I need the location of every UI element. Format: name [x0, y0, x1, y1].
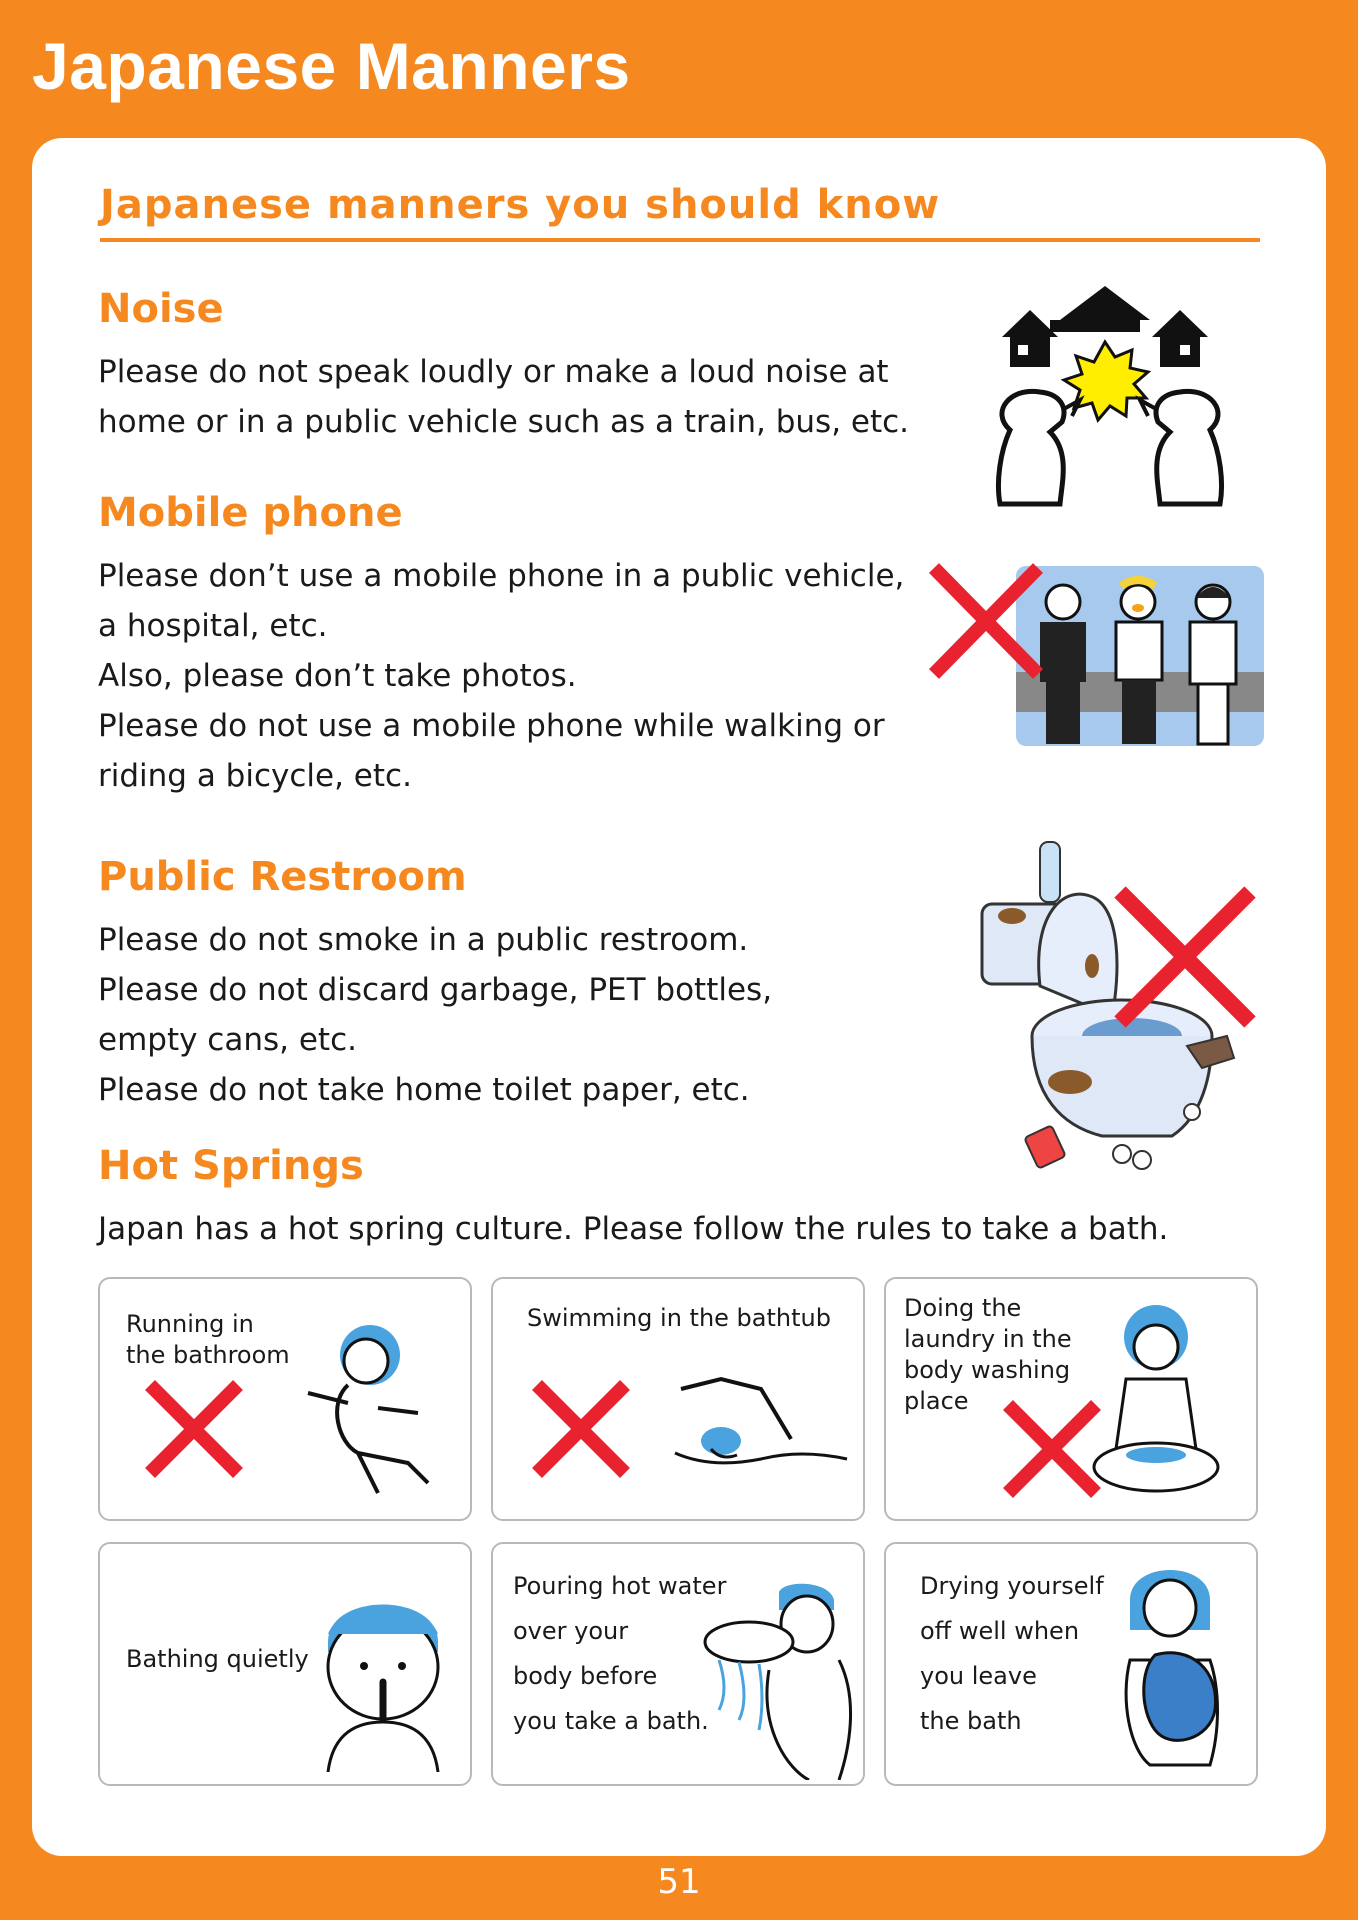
rule-label-line: Pouring hot water: [513, 1572, 727, 1600]
mobile-phone-text: [98, 551, 904, 801]
rule-label-line: off well when: [920, 1617, 1080, 1645]
running-person-icon: [288, 1313, 448, 1513]
rule-label: [126, 1309, 290, 1371]
rule-label-line: Doing the: [904, 1294, 1022, 1322]
rule-label-line: you take a bath.: [513, 1707, 709, 1735]
mobile-text-line: a hospital, etc.: [98, 608, 328, 644]
train-phone-illustration-icon: [928, 562, 1268, 762]
pouring-water-icon: [689, 1580, 859, 1780]
noise-text: [98, 347, 909, 447]
rule-label: [527, 1303, 831, 1334]
dirty-toilet-illustration-icon: [972, 836, 1262, 1176]
mobile-phone-title: Mobile phone: [98, 490, 403, 536]
noise-title: Noise: [98, 286, 224, 332]
rule-card-pouring-water: [491, 1542, 865, 1786]
hot-springs-text-line: Japan has a hot spring culture. Please follow the rules to take a bath.: [98, 1211, 1169, 1247]
public-restroom-text: [98, 915, 772, 1115]
mobile-text-line: Please do not use a mobile phone while walking or: [98, 708, 885, 744]
rule-label: [920, 1564, 1104, 1744]
rule-card-swimming: [491, 1277, 865, 1521]
restroom-text-line: empty cans, etc.: [98, 1022, 357, 1058]
mobile-text-line: riding a bicycle, etc.: [98, 758, 412, 794]
restroom-text-line: Please do not smoke in a public restroom.: [98, 922, 749, 958]
restroom-text-line: Please do not discard garbage, PET bottles,: [98, 972, 773, 1008]
restroom-text-line: Please do not take home toilet paper, etc.: [98, 1072, 750, 1108]
rule-card-drying: [884, 1542, 1258, 1786]
prohibited-x-icon: [1002, 1399, 1102, 1499]
drying-towel-icon: [1100, 1560, 1250, 1770]
rule-label-line: over your: [513, 1617, 629, 1645]
page-title: Japanese Manners: [32, 29, 631, 103]
noise-illustration-icon: [980, 282, 1240, 512]
rule-label: [126, 1644, 309, 1675]
swimmer-icon: [671, 1369, 851, 1479]
mobile-text-line: Please don’t use a mobile phone in a public vehicle,: [98, 558, 905, 594]
noise-text-line: home or in a public vehicle such as a train, bus, etc.: [98, 404, 910, 440]
section-subtitle: Japanese manners you should know: [100, 182, 1260, 242]
hot-springs-text: [98, 1204, 1168, 1254]
rule-label-line: Swimming in the bathtub: [527, 1304, 831, 1332]
hot-springs-title: Hot Springs: [98, 1143, 364, 1189]
mobile-text-line: Also, please don’t take photos.: [98, 658, 577, 694]
rule-label-line: body before: [513, 1662, 658, 1690]
rule-label-line: laundry in the: [904, 1325, 1072, 1353]
rule-label-line: you leave: [920, 1662, 1037, 1690]
rule-label-line: the bathroom: [126, 1341, 290, 1369]
rule-label-line: Running in: [126, 1310, 254, 1338]
page-number: 51: [657, 1862, 701, 1902]
prohibited-x-icon: [144, 1379, 244, 1479]
rule-card-bathing-quietly: [98, 1542, 472, 1786]
rule-label-line: Drying yourself: [920, 1572, 1104, 1600]
rule-card-running: [98, 1277, 472, 1521]
rule-label-line: body washing: [904, 1356, 1071, 1384]
noise-text-line: Please do not speak loudly or make a loud noise at: [98, 354, 889, 390]
quiet-face-icon: [308, 1572, 458, 1772]
rule-card-laundry: [884, 1277, 1258, 1521]
public-restroom-title: Public Restroom: [98, 854, 467, 900]
rule-label-line: place: [904, 1387, 969, 1415]
rule-label-line: the bath: [920, 1707, 1022, 1735]
laundry-icon: [1086, 1299, 1246, 1499]
prohibited-x-icon: [531, 1379, 631, 1479]
rule-label-line: Bathing quietly: [126, 1645, 309, 1673]
